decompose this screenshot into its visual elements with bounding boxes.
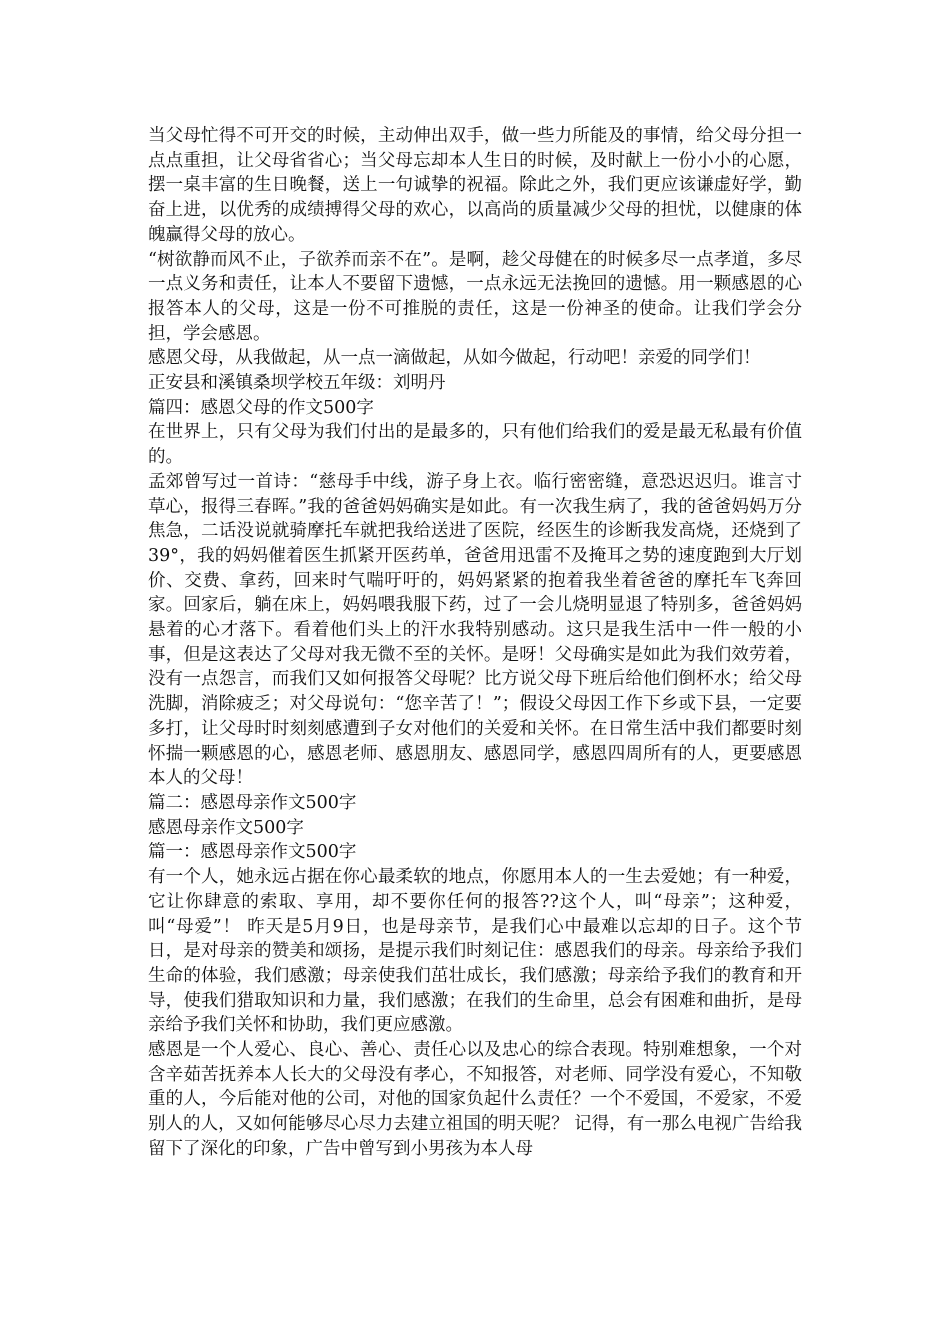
- paragraph-gratitude: 感恩是一个人爱心、良心、善心、责任心以及忠心的综合表现。特别难想象，一个对含辛茹苦抚养本人长大的父母没有孝心，不知报答，对老师、同学没有爱心，不知敬重的人，今后能对他的公司，对他的国家负起什么责任？一个不爱国，不爱家，不爱别人的人，又如何能够尽心尽力去建立祖国的明天呢？ 记得，有一那么电视广告给我留下了深化的印象，广告中曾写到小男孩为本人母: [148, 1040, 802, 1159]
- document-page: [148, 124, 802, 1162]
- paragraph-filial-duty: 当父母忙得不可开交的时候，主动伸出双手，做一些力所能及的事情，给父母分担一点点重担，让父母省省心；当父母忘却本人生日的时候，及时献上一份小小的心愿，摆一桌丰富的生日晚餐，送上一句诚挚的祝福。除此之外，我们更应该谦虚好学，勤奋上进，以优秀的成绩搏得父母的欢心，以高尚的质量减少父母的担忧，以健康的体魄赢得父母的放心。: [148, 126, 802, 245]
- paragraph-proverb: “树欲静而风不止，子欲养而亲不在”。是啊，趁父母健在的时候多尽一点孝道，多尽一点义务和责任，让本人不要留下遗憾，一点永远无法挽回的遗憾。用一颗感恩的心报答本人的父母，这是一份不可推脱的责任，这是一份神圣的使命。让我们学会分担，学会感恩。: [148, 249, 802, 344]
- paragraph-parents-love: 在世界上，只有父母为我们付出的是最多的，只有他们给我们的爱是最无私最有价值的。: [148, 422, 802, 468]
- paragraph-illness-story: 孟郊曾写过一首诗：“慈母手中线，游子身上衣。临行密密缝，意恐迟迟归。谁言寸草心，报得三春晖。”我的爸爸妈妈确实是如此。有一次我生病了，我的爸爸妈妈万分焦急，二话没说就骑摩托车就把我给送进了医院，经医生的诊断我发高烧，还烧到了39°，我的妈妈催着医生抓紧开医药单，爸爸用迅雷不及掩耳之势的速度跑到大厅划价、交费、拿药，回来时气喘吁吁的，妈妈紧紧的抱着我坐着爸爸的摩托车飞奔回家。回家后，躺在床上，妈妈喂我服下药，过了一会儿烧明显退了特别多，爸爸妈妈悬着的心才落下。看着他们头上的汗水我特别感动。这只是我生活中一件一般的小事，但是这表达了父母对我无微不至的关怀。是呀！父母确实是如此为我们效劳着，没有一点怨言，而我们又如何报答父母呢？比方说父母下班后给他们倒杯水；给父母洗脚，消除疲乏；对父母说句：“您辛苦了！”；假设父母因工作下乡或下县，一定要多打，让父母时时刻刻感遭到子女对他们的关爱和关怀。在日常生活中我们都要时刻怀揣一颗感恩的心，感恩老师、感恩朋友、感恩同学，感恩四周所有的人，更要感恩本人的父母！: [148, 471, 802, 789]
- author-line: 正安县和溪镇桑坝学校五年级：刘明丹: [148, 373, 446, 394]
- section-heading-part-two: 篇二：感恩母亲作文500字: [148, 792, 357, 813]
- paragraph-call-to-action: 感恩父母，从我做起，从一点一滴做起，从如今做起，行动吧！亲爱的同学们！: [148, 348, 761, 369]
- section-heading-part-four: 篇四：感恩父母的作文500字: [148, 397, 374, 418]
- paragraph-mothers-day: 有一个人，她永远占据在你心最柔软的地点，你愿用本人的一生去爱她；有一种爱，它让你肆意的索取、享用，却不要你任何的报答??这个人，叫“母亲”；这种爱，叫“母爱”！ 昨天是5月9日，也是母亲节，是我们心中最难以忘却的日子。这个节日，是对母亲的赞美和颂扬，是提示我们时刻记住：感恩我们的母亲。母亲给予我们生命的体验，我们感激；母亲使我们茁壮成长，我们感激；母亲给予我们的教育和开导，使我们猎取知识和力量，我们感激；在我们的生命里，总会有困难和曲折，是母亲给予我们关怀和协助，我们更应感激。: [148, 867, 802, 1036]
- section-heading-part-one: 篇一：感恩母亲作文500字: [148, 842, 357, 863]
- essay-title: 感恩母亲作文500字: [148, 817, 304, 838]
